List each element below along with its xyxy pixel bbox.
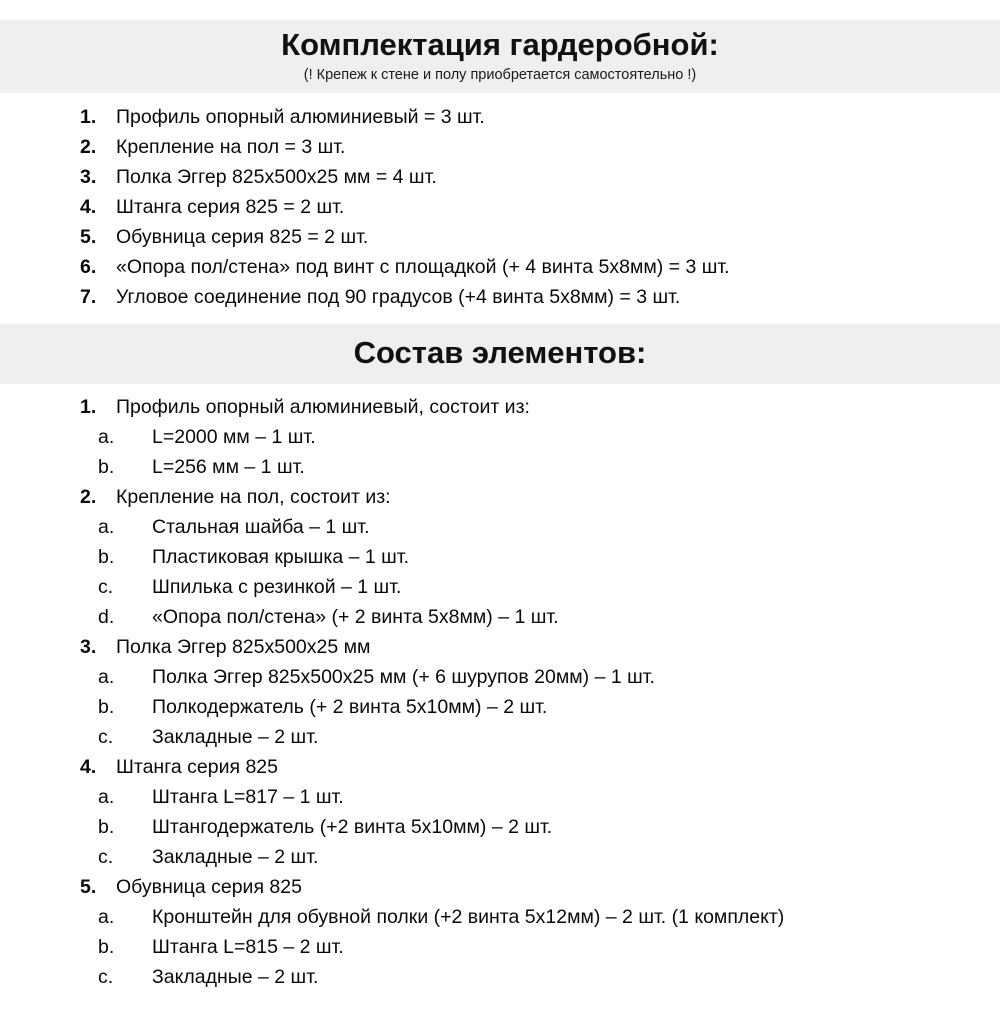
list-item-text: Профиль опорный алюминиевый = 3 шт. — [116, 106, 485, 128]
list-item — [0, 752, 1000, 782]
list-item-marker: 4. — [80, 196, 97, 218]
list-item-marker: b. — [98, 546, 115, 568]
section-1-header-band — [0, 20, 1000, 93]
document-page — [0, 20, 1000, 1020]
list-item-marker: 5. — [80, 876, 97, 898]
list-item — [0, 782, 1000, 812]
list-item — [0, 192, 1000, 222]
list-item-marker: 1. — [80, 106, 97, 128]
list-item-text: Полка Эггер 825х500х25 мм — [116, 636, 371, 658]
list-item — [0, 662, 1000, 692]
list-item-marker: 7. — [80, 286, 97, 308]
list-item — [0, 282, 1000, 312]
list-item-marker: 5. — [80, 226, 97, 248]
list-item-text: «Опора пол/стена» под винт с площадкой (+ 4 винта 5х8мм) = 3 шт. — [116, 256, 730, 278]
list-item-text: Закладные – 2 шт. — [152, 966, 319, 988]
section-1-subtitle: (! Крепеж к стене и полу приобретается самостоятельно !) — [303, 67, 697, 83]
list-item — [0, 722, 1000, 752]
list-item-text: Полка Эггер 825х500х25 мм (+ 6 шурупов 20мм) – 1 шт. — [152, 666, 655, 688]
list-item-marker: d. — [98, 606, 115, 628]
list-item-marker: a. — [98, 426, 115, 448]
list-item-marker: b. — [98, 816, 115, 838]
list-item — [0, 902, 1000, 932]
list-item-marker: c. — [98, 846, 114, 868]
section-2-list — [0, 392, 1000, 992]
list-item-text: Полка Эггер 825х500х25 мм = 4 шт. — [116, 166, 437, 188]
list-item-marker: b. — [98, 936, 115, 958]
list-item-text: Угловое соединение под 90 градусов (+4 винта 5х8мм) = 3 шт. — [116, 286, 681, 308]
list-item-text: Штанга L=815 – 2 шт. — [152, 936, 344, 958]
list-item-marker: c. — [98, 576, 114, 598]
list-item-marker: 2. — [80, 136, 97, 158]
list-item-marker: c. — [98, 966, 114, 988]
list-item-marker: a. — [98, 516, 115, 538]
list-item — [0, 602, 1000, 632]
list-item — [0, 512, 1000, 542]
list-item-text: L=2000 мм – 1 шт. — [152, 426, 316, 448]
list-item-text: Шпилька с резинкой – 1 шт. — [152, 576, 402, 598]
list-item-marker: 2. — [80, 486, 97, 508]
list-item-marker: 4. — [80, 756, 97, 778]
list-item-text: Штангодержатель (+2 винта 5х10мм) – 2 шт. — [152, 816, 553, 838]
list-item-text: L=256 мм – 1 шт. — [152, 456, 305, 478]
list-item-marker: 3. — [80, 636, 97, 658]
list-item-text: Штанга L=817 – 1 шт. — [152, 786, 344, 808]
list-item — [0, 632, 1000, 662]
list-item — [0, 692, 1000, 722]
list-item-marker: 3. — [80, 166, 97, 188]
list-item-text: «Опора пол/стена» (+ 2 винта 5х8мм) – 1 шт. — [152, 606, 559, 628]
section-1-list — [0, 102, 1000, 312]
list-item-text: Штанга серия 825 = 2 шт. — [116, 196, 345, 218]
list-item — [0, 842, 1000, 872]
list-item-text: Кронштейн для обувной полки (+2 винта 5х12мм) – 2 шт. (1 комплект) — [152, 906, 785, 928]
list-item-text: Крепление на пол = 3 шт. — [116, 136, 346, 158]
list-item-text: Профиль опорный алюминиевый, состоит из: — [116, 396, 530, 418]
list-item-text: Закладные – 2 шт. — [152, 846, 319, 868]
list-item — [0, 482, 1000, 512]
list-item-marker: 6. — [80, 256, 97, 278]
list-item — [0, 162, 1000, 192]
list-item-text: Стальная шайба – 1 шт. — [152, 516, 370, 538]
list-item-marker: c. — [98, 726, 114, 748]
list-item — [0, 132, 1000, 162]
list-item-marker: 1. — [80, 396, 97, 418]
list-item-marker: a. — [98, 786, 115, 808]
list-item — [0, 102, 1000, 132]
list-item-marker: a. — [98, 666, 115, 688]
list-item-text: Обувница серия 825 — [116, 876, 302, 898]
list-item — [0, 812, 1000, 842]
list-item-marker: b. — [98, 456, 115, 478]
list-item-text: Обувница серия 825 = 2 шт. — [116, 226, 369, 248]
list-item-text: Закладные – 2 шт. — [152, 726, 319, 748]
list-item-marker: b. — [98, 696, 115, 718]
list-item — [0, 392, 1000, 422]
list-item — [0, 962, 1000, 992]
list-item — [0, 572, 1000, 602]
list-item — [0, 932, 1000, 962]
list-item — [0, 422, 1000, 452]
section-2-title: Состав элементов: — [353, 335, 647, 370]
list-item — [0, 452, 1000, 482]
list-item — [0, 542, 1000, 572]
list-item — [0, 252, 1000, 282]
list-item-text: Пластиковая крышка – 1 шт. — [152, 546, 409, 568]
list-item — [0, 872, 1000, 902]
list-item-text: Крепление на пол, состоит из: — [116, 486, 391, 508]
list-item-marker: a. — [98, 906, 115, 928]
list-item — [0, 222, 1000, 252]
list-item-text: Полкодержатель (+ 2 винта 5х10мм) – 2 шт. — [152, 696, 548, 718]
section-2-header-band — [0, 324, 1000, 384]
section-1-title: Комплектация гардеробной: — [281, 27, 719, 62]
list-item-text: Штанга серия 825 — [116, 756, 278, 778]
